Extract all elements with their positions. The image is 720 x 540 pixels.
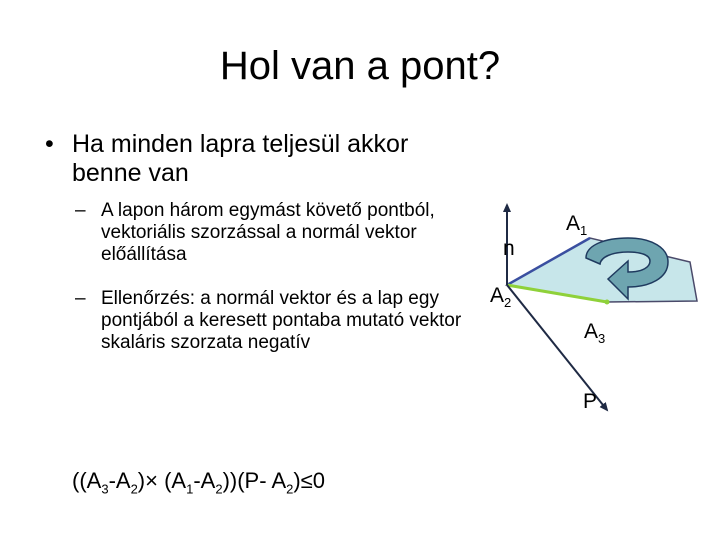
sub-bullet-normal-text: A lapon három egymást követő pontból, vektoriális szorzással a normál vektor előállítása	[101, 200, 435, 265]
sub-bullet-dash: –	[75, 288, 86, 309]
label-a2: $A_2$	[490, 284, 512, 311]
sub-bullet-check-text: Ellenőrzés: a normál vektor és a lap egy pontjából a keresett pontaba mutató vektor skaláris szorzata negatív	[101, 288, 462, 353]
formula: $((A_3-A_2)\times (A_1-A_2))(P-$ $A_2)\le 0$	[72, 468, 325, 497]
label-a3: $A_3$	[584, 320, 606, 347]
main-bullet-text: Ha minden lapra teljesül akkor benne van	[72, 130, 409, 187]
point-a3-marker	[605, 300, 610, 305]
label-n: n	[503, 237, 515, 260]
label-p: P	[583, 390, 598, 413]
sub-bullet-dash: –	[75, 200, 86, 221]
slide-title: Hol van a pont?	[219, 44, 501, 88]
bullet-dot: •	[45, 130, 54, 158]
label-a1: $A_1$	[566, 212, 588, 239]
